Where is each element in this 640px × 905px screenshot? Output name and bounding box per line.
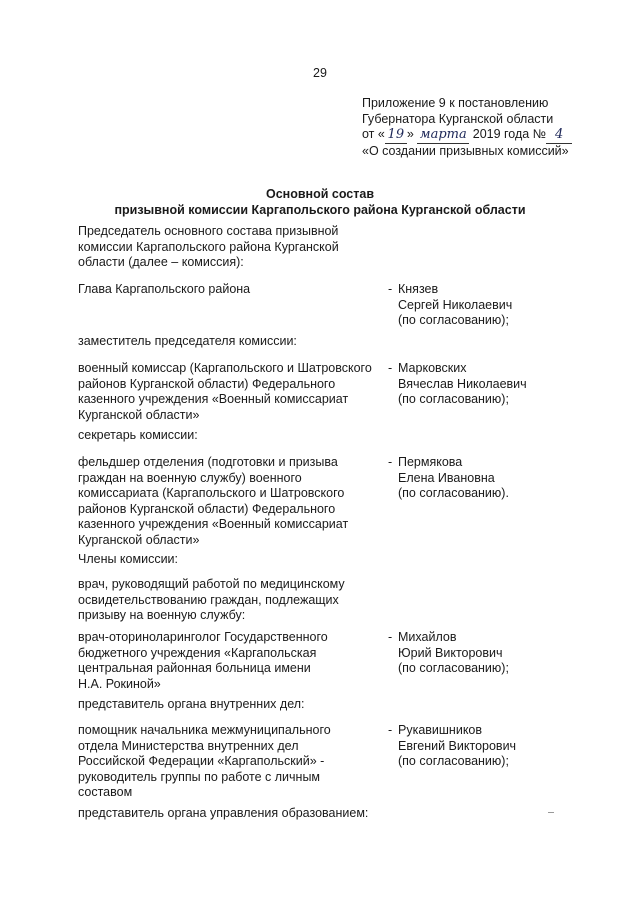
dash: - bbox=[388, 455, 393, 469]
dash: - bbox=[388, 282, 393, 296]
appendix-line-1: Приложение 9 к постановлению bbox=[362, 96, 549, 110]
doctor-position: врач-оториноларинголог Государственного бюджетного учреждения «Каргапольская центральная районная больница имени Н.А. Рокиной» bbox=[78, 630, 328, 691]
handwritten-day: 19 bbox=[385, 127, 407, 144]
secretary-name: Пермякова Елена Ивановна (по согласованию). bbox=[398, 455, 509, 500]
page-number: 29 bbox=[313, 66, 327, 80]
appendix-date-line bbox=[362, 127, 632, 144]
handwritten-number: 4 bbox=[546, 127, 572, 144]
deputy-heading: заместитель председателя комиссии: bbox=[78, 334, 297, 348]
appendix-header bbox=[362, 96, 632, 159]
handwritten-month: марта bbox=[417, 127, 469, 144]
police-position: помощник начальника межмуниципального отдела Министерства внутренних дел Российской Федерации «Каргапольский» - руководитель группы по работе с личным составом bbox=[78, 723, 331, 799]
police-heading: представитель органа внутренних дел: bbox=[78, 697, 305, 711]
appendix-line-4: «О создании призывных комиссий» bbox=[362, 143, 569, 158]
police-name: Рукавишников Евгений Викторович (по согласованию); bbox=[398, 723, 517, 768]
dash: - bbox=[388, 630, 393, 644]
date-mid: » bbox=[406, 127, 418, 141]
title-line-2: призывной комиссии Каргапольского района Курганской области bbox=[114, 203, 526, 217]
secretary-heading: секретарь комиссии: bbox=[78, 428, 198, 442]
dash: - bbox=[388, 361, 393, 375]
secretary-position: фельдшер отделения (подготовки и призыва граждан на военную службу) военного комиссариата (Каргапольского и Шатровского районов Курганской области) Федерального казенного учреждения «Военный комиссариат Курганской области» bbox=[78, 455, 349, 547]
education-heading: представитель органа управления образованием: bbox=[78, 806, 369, 820]
secretary-entry bbox=[388, 455, 588, 502]
doctor-name: Михайлов Юрий Викторович (по согласованию); bbox=[398, 630, 509, 675]
chairman-position: Глава Каргапольского района bbox=[78, 282, 251, 296]
dash: - bbox=[388, 723, 393, 737]
members-heading: Члены комиссии: bbox=[78, 552, 179, 566]
title-line-1: Основной состав bbox=[265, 187, 375, 201]
chairman-name: Князев Сергей Николаевич (по согласованию); bbox=[398, 282, 513, 327]
chairman-entry bbox=[388, 282, 588, 329]
date-prefix: от « bbox=[362, 127, 385, 141]
doctor-heading: врач, руководящий работой по медицинскому освидетельствованию граждан, подлежащих призыву на военную службу: bbox=[78, 577, 345, 622]
document-title bbox=[0, 186, 640, 218]
deputy-entry bbox=[388, 361, 588, 408]
date-year: 2019 года № bbox=[469, 127, 547, 141]
chairman-heading: Председатель основного состава призывной комиссии Каргапольского района Курганской области (далее – комиссия): bbox=[78, 224, 339, 269]
deputy-position: военный комиссар (Каргапольского и Шатровского районов Курганской области) Федерального казенного учреждения «Военный комиссариат Курганской области» bbox=[78, 361, 372, 422]
police-entry bbox=[388, 723, 588, 770]
deputy-name: Марковских Вячеслав Николаевич (по согласованию); bbox=[398, 361, 527, 406]
doctor-entry bbox=[388, 630, 588, 677]
scan-mark bbox=[548, 812, 554, 813]
appendix-line-2: Губернатора Курганской области bbox=[362, 111, 554, 126]
